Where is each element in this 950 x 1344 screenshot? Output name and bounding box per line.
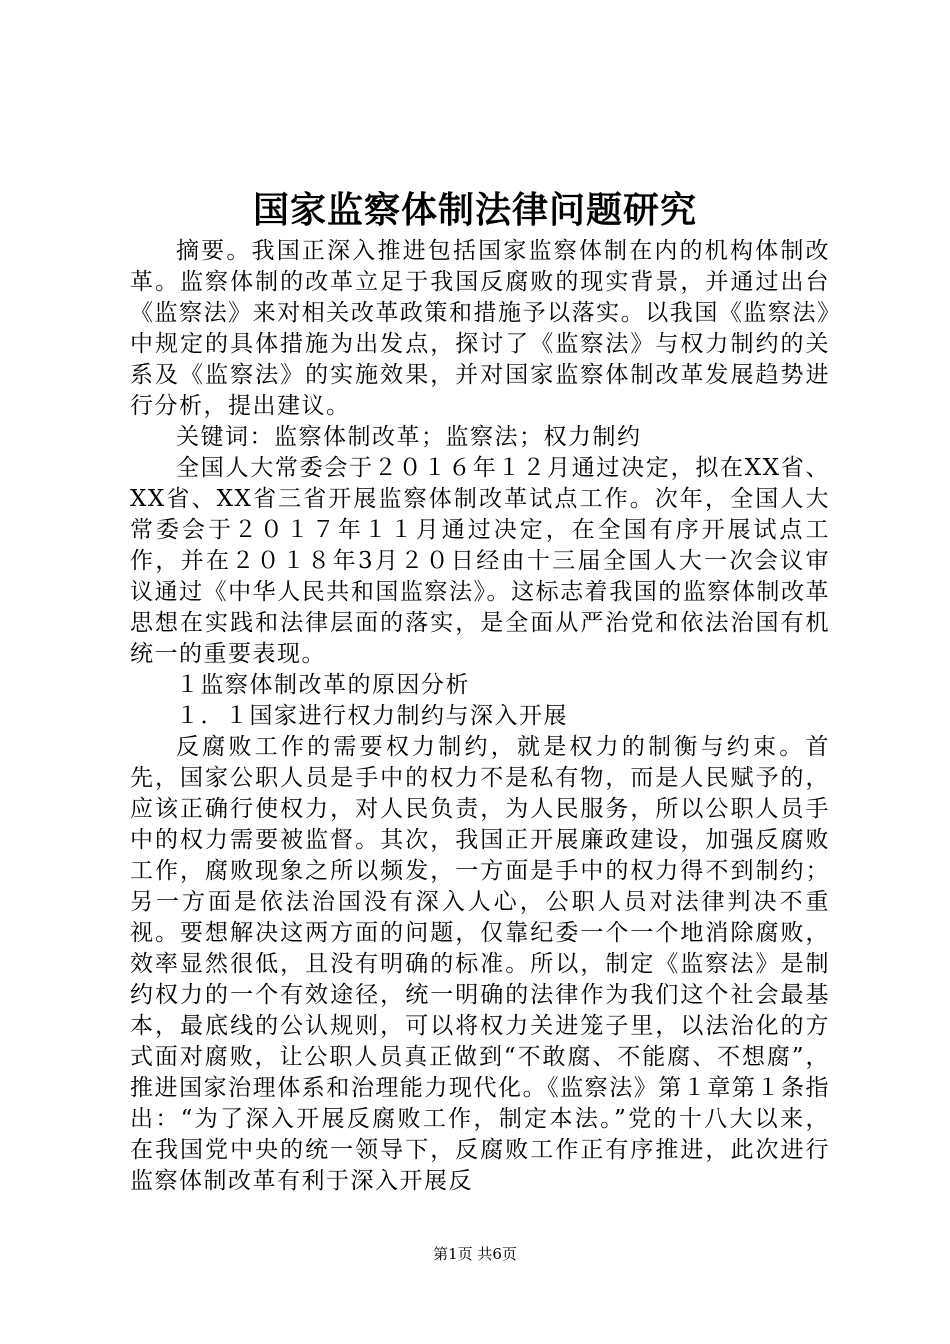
document-body — [130, 236, 830, 1197]
keywords-paragraph: 关键词：监察体制改革；监察法；权力制约 — [176, 424, 642, 450]
section-heading-1: １监察体制改革的原因分析 — [176, 672, 470, 698]
body-paragraph: 反腐败工作的需要权力制约，就是权力的制衡与约束。首先，国家公职人员是手中的权力不是私有物，而是人民赋予的，应该正确行使权力，对人民负责，为人民服务，所以公职人员手中的权力需要被监督。其次，我国正开展廉政建设，加强反腐败工作，腐败现象之所以频发，一方面是手中的权力得不到制约；另一方面是依法治国没有深入人心，公职人员对法律判决不重视。要想解决这两方面的问题，仅靠纪委一个一个地消除腐败，效率显然很低，且没有明确的标准。所以，制定《监察法》是制约权力的一个有效途径，统一明确的法律作为我们这个社会最基本，最底线的公认规则，可以将权力关进笼子里，以法治化的方式面对腐败，让公职人员真正做到“不敢腐、不能腐、不想腐”，推进国家治理体系和治理能力现代化。《监察法》第１章第１条指出：“为了深入开展反腐败工作，制定本法。”党的十八大以来，在我国党中央的统一领导下，反腐败工作正有序推进，此次进行监察体制改革有利于深入开展反 — [130, 734, 830, 1194]
intro-paragraph: 全国人大常委会于２０１６年１２月通过决定，拟在XX省、XX省、XX省三省开展监察体制改革试点工作。次年，全国人大常委会于２０１７年１１月通过决定，在全国有序开展试点工作，并在２０１８年3月２０日经由十三届全国人大一次会议审议通过《中华人民共和国监察法》。这标志着我国的监察体制改革思想在实践和法律层面的落实，是全面从严治党和依法治国有机统一的重要表现。 — [130, 455, 830, 667]
abstract-paragraph: 摘要。我国正深入推进包括国家监察体制在内的机构体制改革。监察体制的改革立足于我国反腐败的现实背景，并通过出台《监察法》来对相关改革政策和措施予以落实。以我国《监察法》中规定的具体措施为出发点，探讨了《监察法》与权力制约的关系及《监察法》的实施效果，并对国家监察体制改革发展趋势进行分析，提出建议。 — [130, 238, 830, 419]
document-title: 国家监察体制法律问题研究 — [252, 189, 697, 231]
page-footer: 第1页 共6页 — [433, 1245, 517, 1263]
subsection-heading-1-1: １．１国家进行权力制约与深入开展 — [176, 703, 568, 729]
